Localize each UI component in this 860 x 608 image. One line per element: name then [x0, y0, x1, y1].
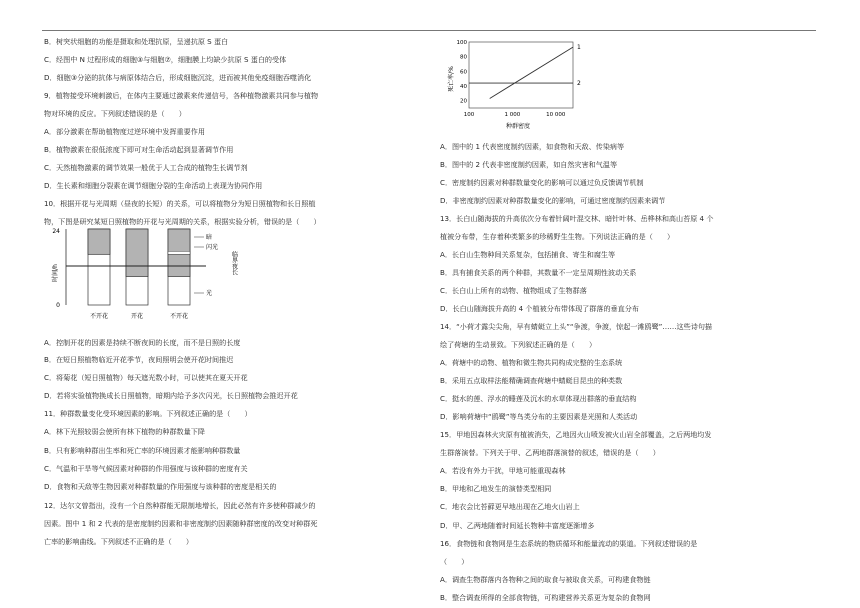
left-text-line: A．控制开花的因素是持续不断夜间的长度，而不是日照的长度 — [44, 338, 241, 347]
right-text-line: D．长白山随海拔升高的 4 个植被分布带体现了群落的垂直分布 — [440, 304, 639, 313]
right-text-line: A．调查生物群落内各物种之间的取食与被取食关系，可构建食物链 — [440, 575, 651, 584]
left-text-line: C．天然植物激素的调节效果一般优于人工合成的植物生长调节剂 — [44, 163, 248, 172]
fig12-y-tick-label: 20 — [460, 98, 467, 105]
right-text-line: B．图中的 2 代表非密度制约因素，如自然灾害和气温等 — [440, 160, 618, 169]
fig10-bar-label: 不开花 — [89, 313, 109, 320]
fig10-bar-dark-period — [88, 229, 110, 254]
right-text-line: 植被分布带，生存着种类繁多的珍稀野生生物。下列说法正确的是（ ） — [440, 232, 675, 241]
left-text-line: 因素。图中 1 和 2 代表的是密度制约因素和非密度制约因素随种群密度的改变对种群死 — [44, 519, 318, 528]
right-text-line: 15．甲地因森林火灾原有植被消失，乙地因火山喷发被火山岩全部覆盖，之后两地均发 — [440, 430, 712, 439]
fig10-bars — [88, 229, 190, 320]
right-text-line: C．长白山上所有的动物、植物组成了生物群落 — [440, 286, 587, 295]
left-text-line: B．只有影响种群出生率和死亡率的环境因素才能影响种群数量 — [44, 446, 241, 455]
right-text-line: （ ） — [440, 557, 469, 566]
left-text-line: C．将菊花（短日照植物）每天遮光数小时，可以使其在夏天开花 — [44, 373, 248, 382]
fig10-legend-dark: 暗 — [206, 234, 213, 241]
fig12-x-tick-label: 1 000 — [504, 112, 521, 118]
fig10-y-axis-label: 时间/h — [52, 264, 59, 282]
right-text-line: 绘了荷塘的生动景致。下列叙述正确的是（ ） — [440, 340, 597, 349]
left-text-line: D．若将实验植物换成长日照植物，暗期内给予多次闪光，长日照植物会推迟开花 — [44, 391, 298, 400]
fig10-critical-label: 临界夜长 — [230, 251, 238, 275]
left-text-line: 12．达尔文曾指出，没有一个自然种群能无限制地增长，因此必然有许多使种群减少的 — [44, 501, 316, 510]
fig10-bar-label: 开花 — [130, 313, 144, 320]
fig12-x-tick-label: 10 000 — [546, 112, 566, 118]
fig12-y-tick-label: 40 — [460, 84, 467, 90]
fig12-series — [469, 44, 581, 98]
fig10-y-tick-24: 24 — [52, 228, 60, 235]
right-text-line: B．具有捕食关系的两个种群，其数量不一定呈周期性波动关系 — [440, 268, 637, 277]
right-text-line: A．若没有外力干扰，甲地可能重现森林 — [440, 466, 566, 475]
left-text-line: 物，下图是研究某短日照植物的开花与光周期的关系，根据实验分析，错误的是（ ） — [44, 217, 321, 226]
right-text-line: B．整合调查所得的全部食物链，可构建营养关系更为复杂的食物网 — [440, 593, 651, 602]
flowering-photoperiod-figure — [48, 225, 248, 335]
fig10-bar-flash — [168, 251, 190, 254]
fig12-y-tick-label: 60 — [460, 69, 467, 76]
left-text-line: D．细胞③分泌的抗体与病原体结合后，形成细胞沉淀，进而被其他免疫细胞吞噬消化 — [44, 73, 312, 82]
fig12-series-label-2: 2 — [577, 80, 581, 88]
right-text-line: B．甲地和乙地发生的演替类型相同 — [440, 484, 552, 493]
density-mortality-chart — [445, 34, 595, 130]
fig12-series-line-1 — [490, 47, 573, 98]
fig10-bar-dark-period — [126, 229, 148, 277]
right-text-line: 16．食物链和食物网是生态系统的物质循环和能量流动的渠道。下列叙述错误的是 — [440, 539, 698, 548]
fig12-y-ticks — [457, 40, 468, 105]
left-text-line: C．经图中 N 过程形成的细胞③与细胞⑦，细胞膜上均缺少抗原 S 蛋白的受体 — [44, 55, 287, 64]
fig12-y-tick-label: 100 — [456, 40, 467, 46]
left-text-line: A．部分激素在帮助植物度过逆环境中发挥重要作用 — [44, 127, 205, 136]
fig12-x-tick-label: 100 — [463, 112, 475, 118]
right-text-line: A．图中的 1 代表密度制约因素，如食物和天敌、传染病等 — [440, 142, 625, 151]
right-text-line: A．长白山生物种间关系复杂，包括捕食、寄生和腐生等 — [440, 250, 616, 259]
left-text-line: 10．根据开花与光周期（昼夜的长短）的关系，可以将植物分为短日照植物和长日照植 — [44, 199, 316, 208]
left-text-line: 9．植物接受环境刺激后，在体内主要通过激素来传递信号，各种植物激素共同参与植物 — [44, 91, 319, 100]
right-text-line: C．地衣会比苔藓更早地出现在乙地火山岩上 — [440, 502, 580, 511]
left-text-line: B．在短日照植物临近开花季节，夜间照明会使开花时间推迟 — [44, 355, 234, 364]
right-text-line: D．非密度制约因素对种群数量变化的影响，可通过密度制约因素来调节 — [440, 196, 666, 205]
right-text-line: C．挺水的莲、浮水的睡莲及沉水的水草体现出群落的垂直结构 — [440, 394, 637, 403]
fig10-legend-light: 光 — [206, 290, 213, 297]
fig12-x-ticks — [464, 112, 566, 118]
right-text-line: 14．“小荷才露尖尖角，早有蜻蜓立上头”“争渡，争渡，惊起一滩鸥鹭”……这些诗句描 — [440, 322, 713, 331]
right-text-line: C．密度制约因素对种群数量变化的影响可以通过负反馈调节机制 — [440, 178, 644, 187]
fig10-legend-flash: 闪光 — [206, 244, 219, 251]
left-text-line: 物对环境的反应。下列叙述错误的是（ ） — [44, 109, 186, 118]
left-text-line: B．树突状细胞的功能是摄取和处理抗原，呈递抗原 S 蛋白 — [44, 37, 229, 46]
fig10-bar-label: 不开花 — [169, 313, 189, 320]
left-text-line: C．气温和干旱等气候因素对种群的作用强度与该种群的密度有关 — [44, 464, 248, 473]
right-text-line: A．荷塘中的动物、植物和微生物共同构成完整的生态系统 — [440, 358, 623, 367]
fig10-y-tick-0: 0 — [56, 302, 60, 309]
left-text-line: 11．种群数量变化受环境因素的影响。下列叙述正确的是（ ） — [44, 409, 252, 418]
left-text-line: D．生长素和细胞分裂素在调节细胞分裂的生命活动上表现为协同作用 — [44, 181, 263, 190]
fig12-series-label-1: 1 — [577, 44, 581, 52]
left-text-line: B．植物激素在很低浓度下即可对生命活动起到显著调节作用 — [44, 145, 234, 154]
fig12-y-axis-label: 死亡率/% — [448, 66, 455, 92]
left-text-line: 亡率的影响曲线。下列叙述不正确的是（ ） — [44, 537, 193, 546]
right-text-line: D．影响荷塘中“鸥鹭”等鸟类分布的主要因素是光照和人类活动 — [440, 412, 638, 421]
right-text-line: D．甲、乙两地随着时间延长物种丰富度逐渐增多 — [440, 521, 595, 530]
fig12-plot-frame — [469, 42, 573, 108]
right-text-line: B．采用五点取样法能精确调查荷塘中蜻蜓目昆虫的种类数 — [440, 376, 623, 385]
fig12-y-tick-label: 80 — [460, 54, 467, 61]
right-text-line: 生群落演替。下列关于甲、乙两地群落演替的叙述，错误的是（ ） — [440, 448, 660, 457]
fig12-x-axis-label: 种群密度 — [505, 123, 531, 130]
left-text-line: A．林下光照较弱会使所有林下植物的种群数量下降 — [44, 427, 205, 436]
left-text-line: D．食物和天敌等生物因素对种群数量的作用强度与该种群的密度是相关的 — [44, 482, 277, 491]
right-text-line: 13．长白山随海拔的升高依次分布着针阔叶混交林、暗针叶林、岳桦林和高山苔原 4 个 — [440, 214, 714, 223]
